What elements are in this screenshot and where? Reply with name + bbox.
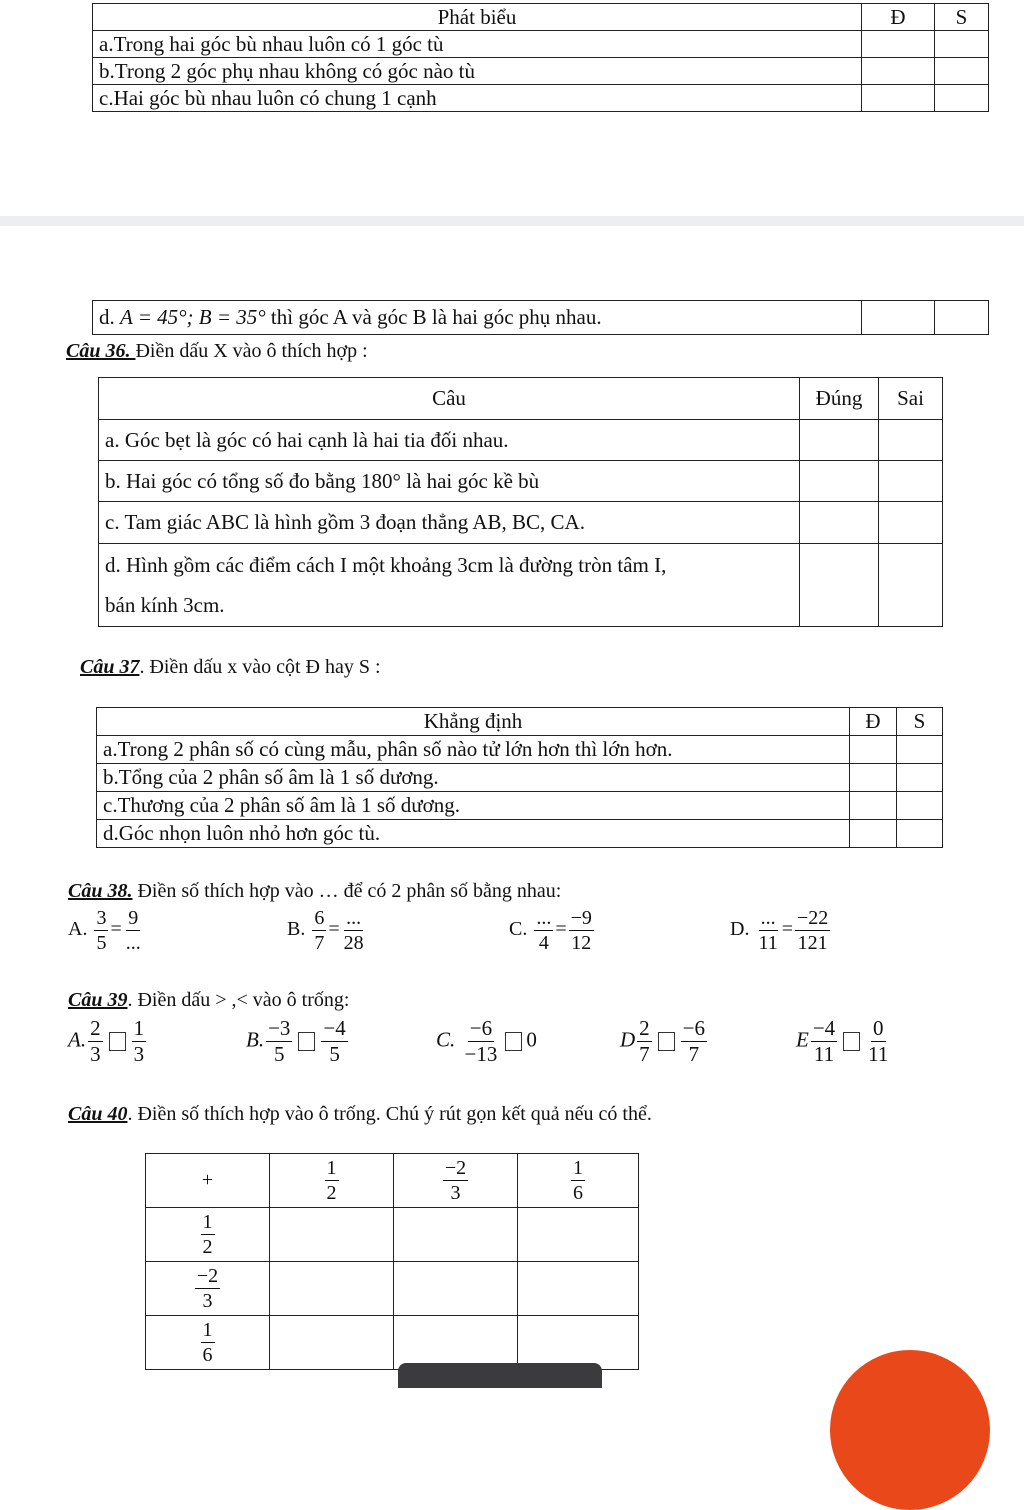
question-39-text: . Điền dấu > ,< vào ô trống: [127, 989, 350, 1011]
answer-cell-s[interactable] [935, 301, 989, 335]
floating-action-button[interactable] [830, 1350, 990, 1510]
header-s: S [935, 4, 989, 31]
q38-option-b: B. $\frac{6}{7}$ = $\frac{...}{28}$ [287, 907, 364, 954]
header-sai: Sai [879, 378, 943, 420]
question-37 [80, 656, 381, 679]
answer-cell-s[interactable] [935, 85, 989, 112]
answer-cell-sai[interactable] [879, 461, 943, 502]
statement-row: d.Góc nhọn luôn nhỏ hơn góc tù. [97, 820, 850, 848]
answer-cell-dung[interactable] [800, 544, 879, 627]
header-khang-dinh: Khẳng định [97, 708, 850, 736]
question-36-table [98, 377, 943, 627]
statement-row-d: d. A = 45°; B = 35° thì góc A và góc B là hai góc phụ nhau. [93, 301, 862, 335]
statement-row: a.Trong hai góc bù nhau luôn có 1 góc tù [93, 31, 862, 58]
question-39-title: Câu 39 [68, 989, 128, 1011]
q39-option-c: C. $\frac{-6}{-13}$ 0 [436, 1016, 537, 1066]
header-d: Đ [850, 708, 897, 736]
answer-cell-dung[interactable] [800, 461, 879, 502]
answer-cell-d[interactable] [850, 792, 897, 820]
statement-row: b.Tổng của 2 phân số âm là 1 số dương. [97, 764, 850, 792]
question-38-title: Câu 38. [68, 880, 133, 902]
home-indicator-bar[interactable] [398, 1363, 602, 1388]
answer-cell[interactable] [270, 1316, 394, 1370]
answer-cell-sai[interactable] [879, 544, 943, 627]
answer-cell[interactable] [270, 1208, 394, 1262]
question-40 [68, 1103, 652, 1126]
answer-cell-s[interactable] [897, 736, 943, 764]
answer-cell-s[interactable] [897, 792, 943, 820]
question-38-text: Điền số thích hợp vào … để có 2 phân số bằng nhau: [132, 880, 562, 902]
compare-box[interactable] [843, 1032, 860, 1051]
question-36-text: Điền dấu X vào ô thích hợp : [135, 340, 368, 362]
compare-box[interactable] [109, 1032, 126, 1051]
operator-cell: + [146, 1154, 270, 1208]
answer-cell-d[interactable] [862, 31, 935, 58]
answer-cell[interactable] [394, 1316, 518, 1370]
header-cau: Câu [99, 378, 800, 420]
answer-cell[interactable] [518, 1316, 639, 1370]
answer-cell-s[interactable] [897, 820, 943, 848]
statement-table-top [92, 3, 989, 112]
col-header: $\frac{-2}{3}$ [394, 1154, 518, 1208]
header-d: Đ [862, 4, 935, 31]
question-40-text: . Điền số thích hợp vào ô trống. Chú ý rút gọn kết quả nếu có thể. [127, 1103, 652, 1125]
compare-box[interactable] [658, 1032, 675, 1051]
answer-cell[interactable] [518, 1208, 639, 1262]
compare-box[interactable] [298, 1032, 315, 1051]
answer-cell[interactable] [394, 1262, 518, 1316]
statement-row: d. Hình gồm các điểm cách I một khoảng 3cm là đường tròn tâm I, bán kính 3cm. [99, 544, 800, 627]
answer-cell[interactable] [394, 1208, 518, 1262]
answer-cell[interactable] [518, 1262, 639, 1316]
statement-row: b. Hai góc có tổng số đo bằng 180° là hai góc kề bù [99, 461, 800, 502]
answer-cell-s[interactable] [897, 764, 943, 792]
answer-cell-dung[interactable] [800, 502, 879, 544]
row-header: $\frac{1}{6}$ [146, 1316, 270, 1370]
statement-row: c. Tam giác ABC là hình gồm 3 đoạn thẳng AB, BC, CA. [99, 502, 800, 544]
answer-cell-sai[interactable] [879, 420, 943, 461]
answer-cell-d[interactable] [862, 85, 935, 112]
answer-cell-s[interactable] [935, 31, 989, 58]
answer-cell-dung[interactable] [800, 420, 879, 461]
header-statement: Phát biểu [93, 4, 862, 31]
statement-row: a.Trong 2 phân số có cùng mẫu, phân số nào tử lớn hơn thì lớn hơn. [97, 736, 850, 764]
question-40-title: Câu 40 [68, 1103, 128, 1125]
q38-option-c: C. $\frac{...}{4}$ = $\frac{-9}{12}$ [509, 907, 592, 954]
answer-cell-s[interactable] [935, 58, 989, 85]
q39-option-d: D $\frac{2}{7}$ $\frac{-6}{7}$ [620, 1016, 706, 1066]
q39-option-e: E $\frac{-4}{11}$ $\frac{0}{11}$ [796, 1016, 889, 1066]
q38-option-d: D. $\frac{...}{11}$ = $\frac{-22}{121}$ [730, 907, 829, 954]
addition-table [145, 1153, 639, 1370]
col-header: $\frac{1}{6}$ [518, 1154, 639, 1208]
answer-cell-d[interactable] [850, 764, 897, 792]
compare-box[interactable] [505, 1032, 522, 1051]
q39-option-b: B. $\frac{-3}{5}$ $\frac{-4}{5}$ [246, 1016, 346, 1066]
statement-table-continued [92, 300, 989, 335]
page-separator [0, 216, 1024, 226]
question-36 [66, 340, 368, 363]
q38-option-a: A. $\frac{3}{5}$ = $\frac{9}{...}$ [68, 907, 141, 954]
header-s: S [897, 708, 943, 736]
question-38 [68, 880, 561, 903]
question-37-table [96, 707, 943, 848]
question-36-title: Câu 36. [66, 340, 136, 362]
statement-row: b.Trong 2 góc phụ nhau không có góc nào tù [93, 58, 862, 85]
row-header: $\frac{-2}{3}$ [146, 1262, 270, 1316]
col-header: $\frac{1}{2}$ [270, 1154, 394, 1208]
question-37-text: . Điền dấu x vào cột Đ hay S : [139, 656, 381, 678]
statement-row: c.Thương của 2 phân số âm là 1 số dương. [97, 792, 850, 820]
header-dung: Đúng [800, 378, 879, 420]
answer-cell-sai[interactable] [879, 502, 943, 544]
answer-cell[interactable] [270, 1262, 394, 1316]
answer-cell-d[interactable] [862, 58, 935, 85]
answer-cell-d[interactable] [850, 820, 897, 848]
question-39 [68, 989, 349, 1012]
statement-row: a. Góc bẹt là góc có hai cạnh là hai tia đối nhau. [99, 420, 800, 461]
question-37-title: Câu 37 [80, 656, 140, 678]
q39-option-a: A. $\frac{2}{3}$ $\frac{1}{3}$ [68, 1016, 145, 1066]
angle-values: A = 45°; B = 35° [120, 305, 266, 329]
answer-cell-d[interactable] [850, 736, 897, 764]
row-header: $\frac{1}{2}$ [146, 1208, 270, 1262]
answer-cell-d[interactable] [862, 301, 935, 335]
statement-row: c.Hai góc bù nhau luôn có chung 1 cạnh [93, 85, 862, 112]
